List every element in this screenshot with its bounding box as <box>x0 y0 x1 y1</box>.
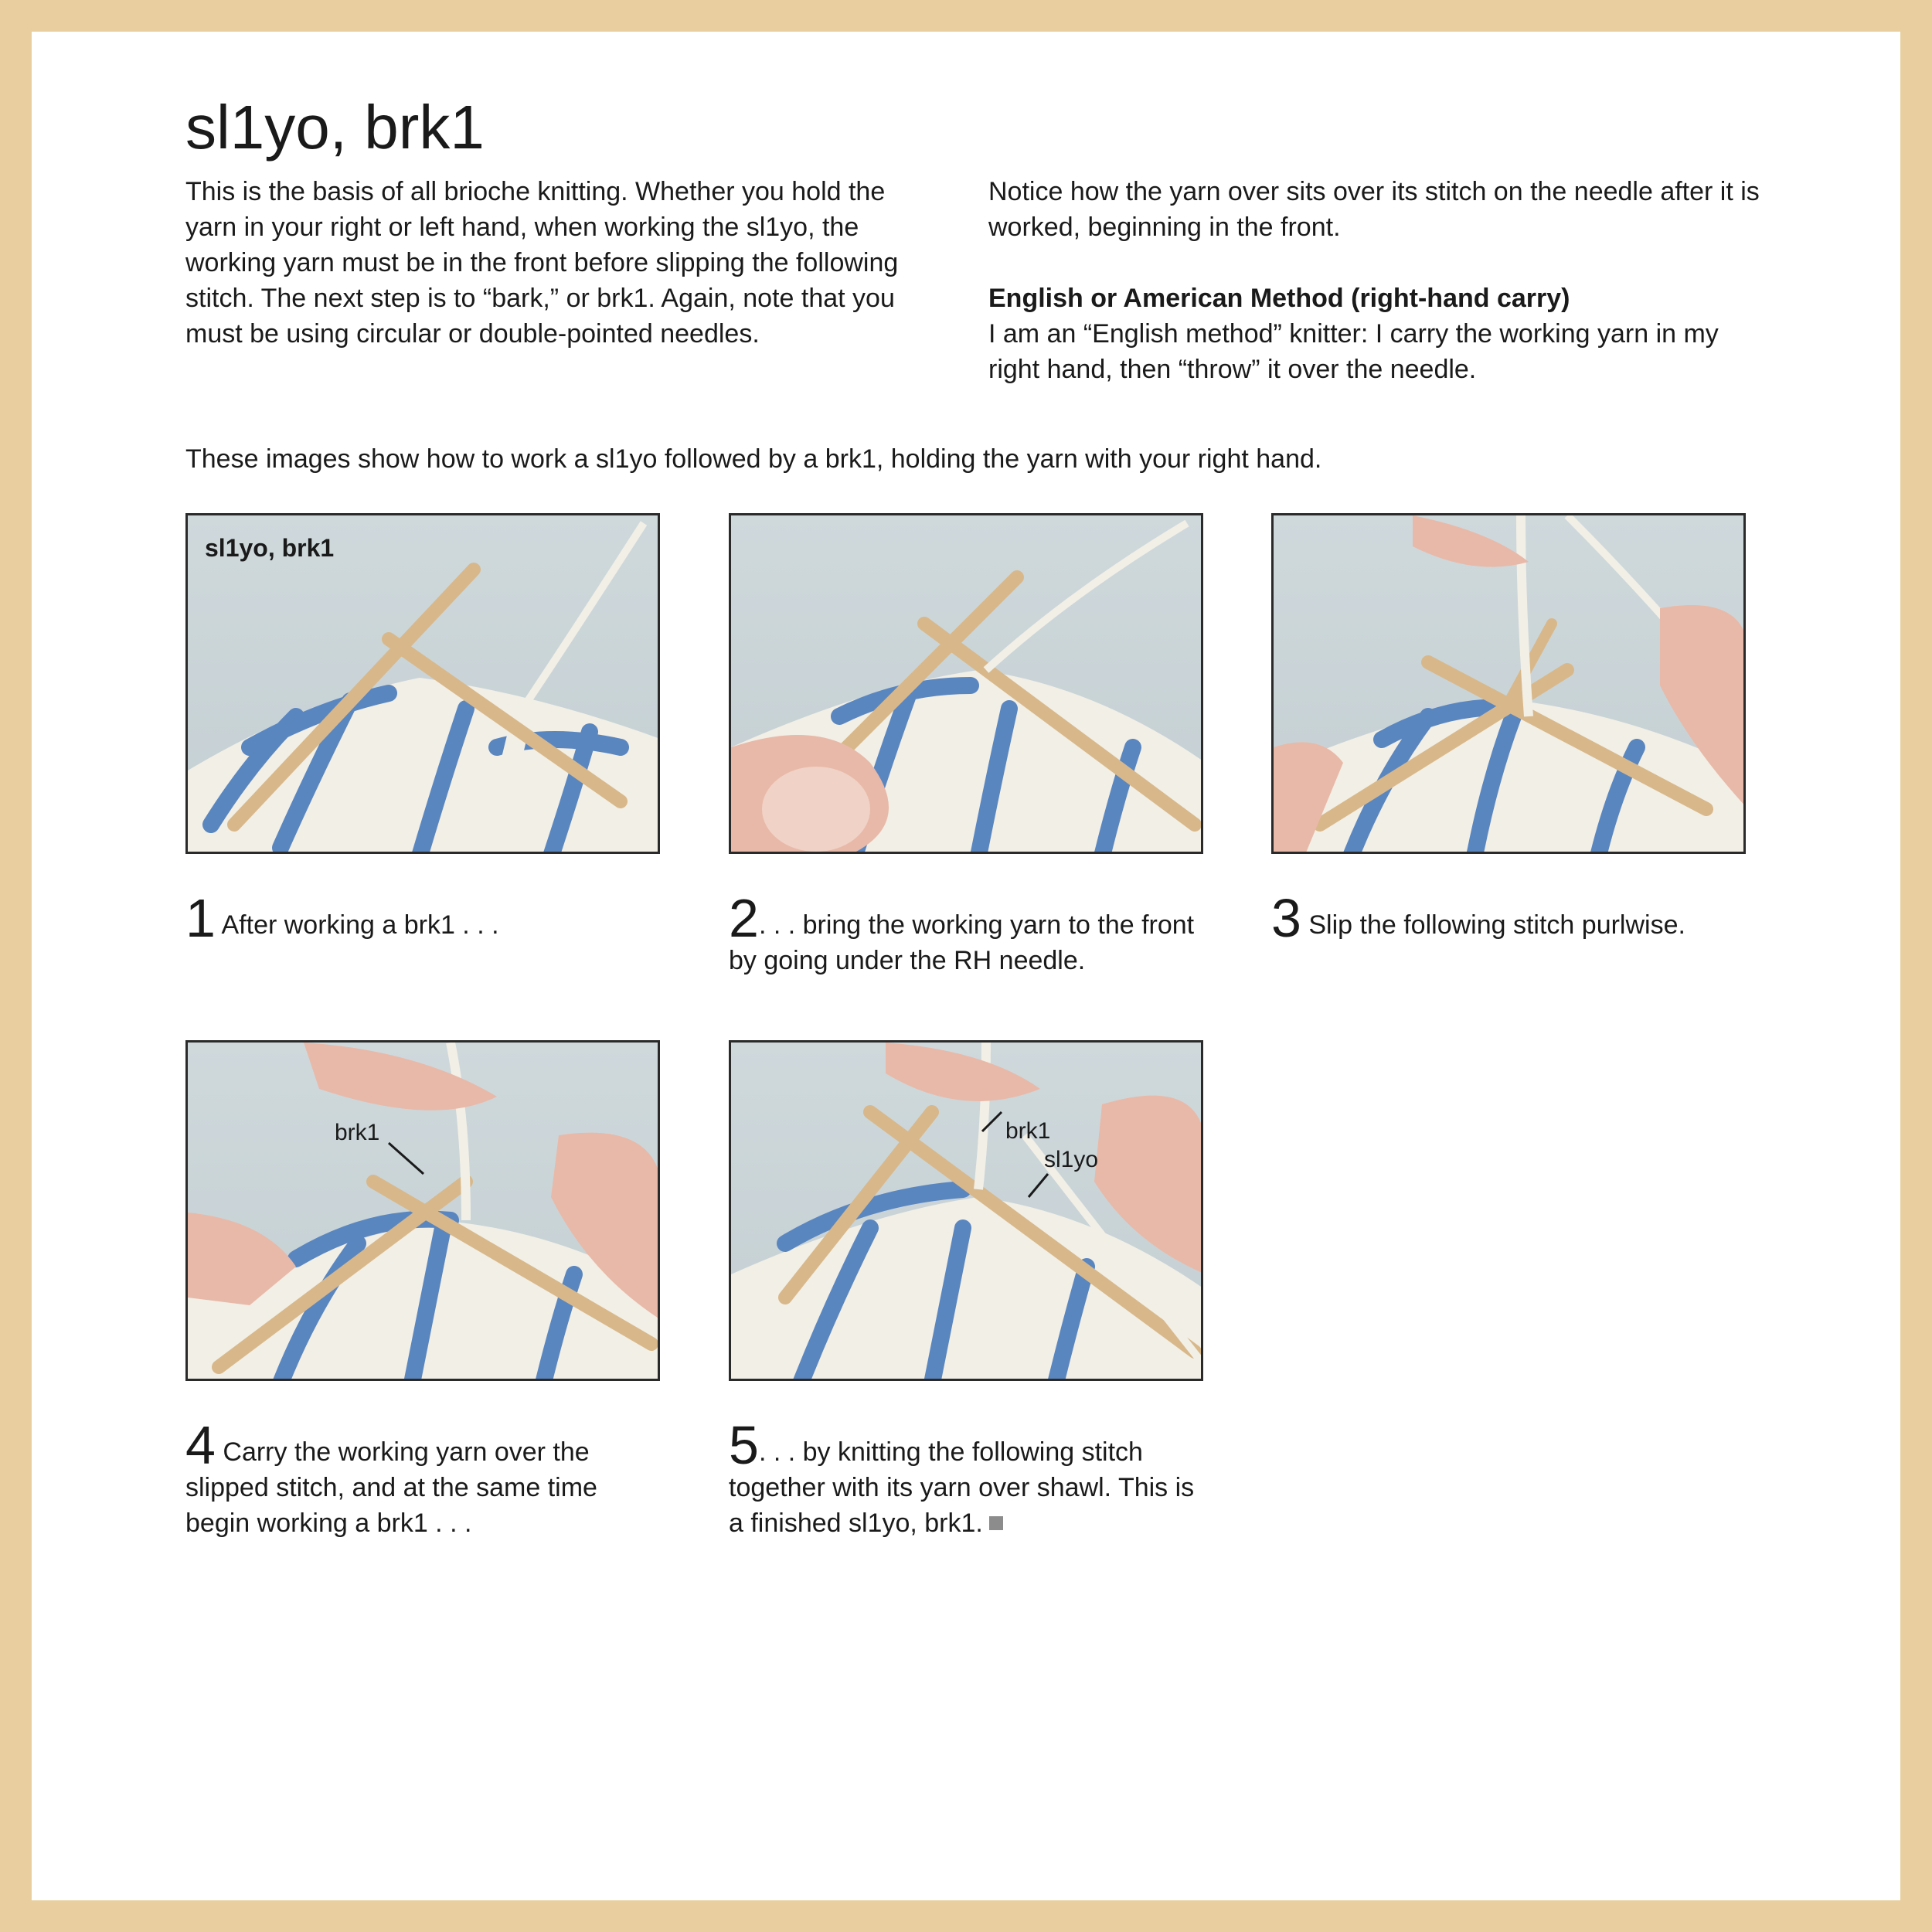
page <box>32 32 1900 1900</box>
step-number: 5 <box>729 1415 759 1475</box>
step-1-photo <box>185 513 660 854</box>
step-number: 4 <box>185 1415 216 1475</box>
step-5-caption <box>729 1415 1208 1541</box>
step-number: 3 <box>1271 888 1301 948</box>
step-text: Slip the following stitch purlwise. <box>1301 910 1685 940</box>
photo-label: sl1yo, brk1 <box>205 534 335 562</box>
step-text: Carry the working yarn over the slipped stitch, and at the same time begin working a brk1 . . . <box>185 1437 597 1538</box>
method-heading: English or American Method (right-hand carry) <box>988 284 1570 313</box>
brk1-callout: brk1 <box>1005 1118 1051 1144</box>
end-mark-icon <box>989 1516 1003 1530</box>
step-3-caption <box>1271 888 1828 948</box>
step-3-photo <box>1271 513 1746 854</box>
images-intro: These images show how to work a sl1yo followed by a brk1, holding the yarn with your right hand. <box>185 444 1322 474</box>
page-title: sl1yo, brk1 <box>185 93 485 162</box>
step-2-caption <box>729 888 1208 978</box>
step-4-caption <box>185 1415 665 1541</box>
step-number: 2 <box>729 888 759 948</box>
step-2-photo <box>729 513 1203 854</box>
step-text: . . . by knitting the following stitch together with its yarn over shawl. This is a finished sl1yo, brk1. <box>729 1437 1195 1538</box>
intro-paragraph-right: Notice how the yarn over sits over its stitch on the needle after it is worked, beginning in the front. <box>988 177 1760 242</box>
step-text: . . . bring the working yarn to the front by going under the RH needle. <box>729 910 1195 975</box>
step-text: After working a brk1 . . . <box>215 910 499 940</box>
step-1-caption <box>185 888 665 948</box>
brk1-callout: brk1 <box>335 1120 380 1145</box>
intro-paragraph-left: This is the basis of all brioche knitting. Whether you hold the yarn in your right or left hand, when working the sl1yo, the working yarn must be in the front before slipping the following stitch. The next step is to “bark,” or brk1. Again, note that you must be using circular or double-pointed needles. <box>185 177 899 349</box>
step-5-photo <box>729 1040 1203 1381</box>
step-number: 1 <box>185 888 216 948</box>
method-paragraph: I am an “English method” knitter: I carry the working yarn in my right hand, then “throw” it over the needle. <box>988 319 1719 384</box>
step-4-photo <box>185 1040 660 1381</box>
sl1yo-callout: sl1yo <box>1044 1147 1099 1172</box>
